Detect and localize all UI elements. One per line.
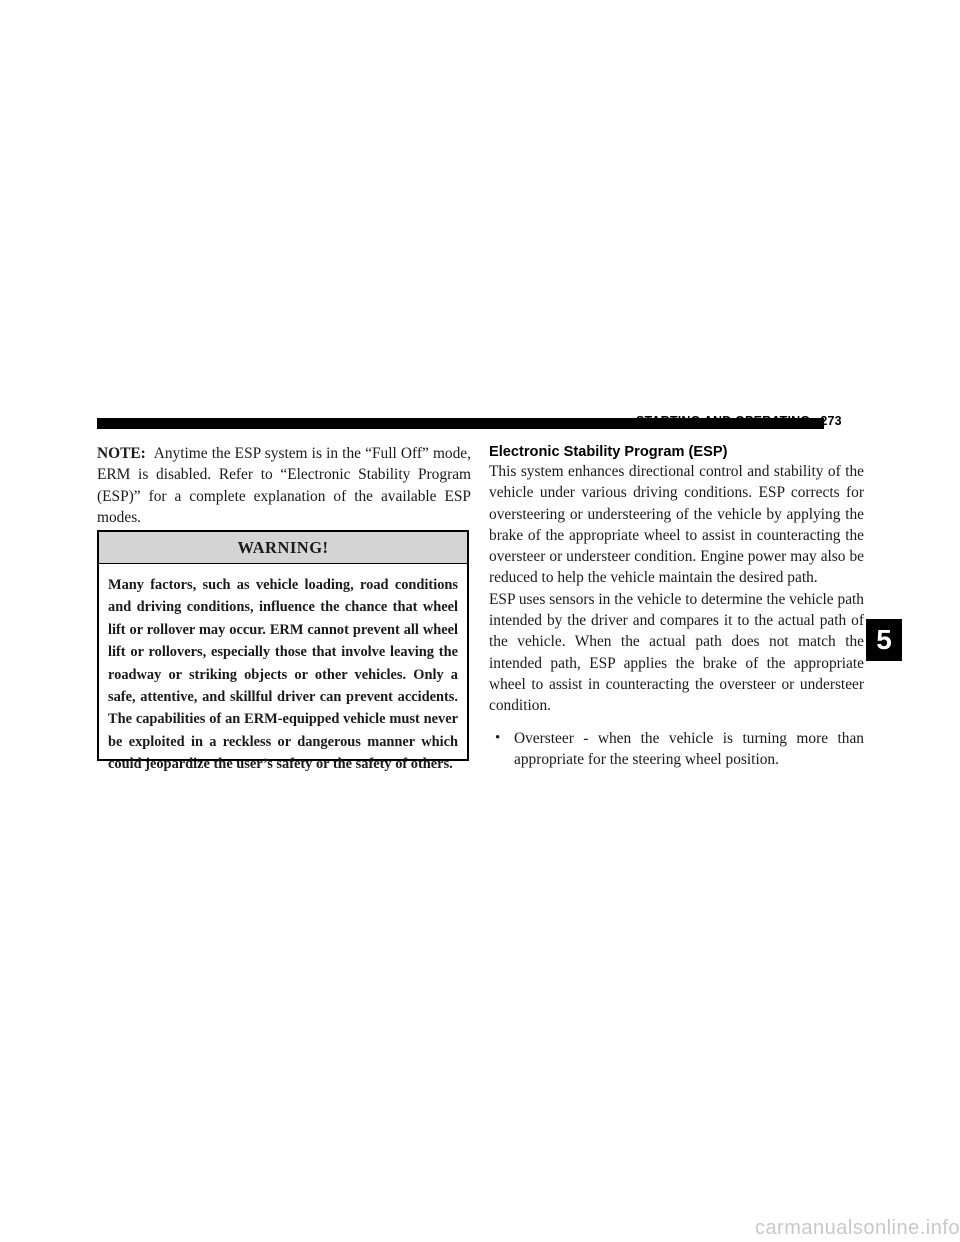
right-column [489, 443, 864, 770]
note-label: NOTE: [97, 445, 146, 462]
esp-bullet-list [489, 728, 864, 771]
watermark: carmanualsonline.info [754, 1217, 960, 1239]
left-column [97, 443, 471, 528]
esp-paragraph-2: ESP uses sensors in the vehicle to determine the vehicle path intended by the driver and compares it to the actual path of the vehicle. When the actual path does not match the intended path, ESP applies the brake of the appropriate wheel to assist in counteracting the oversteer or understeer condition. [489, 590, 864, 715]
bullet-text: Oversteer - when the vehicle is turning more than appropriate for the steering wheel position. [514, 729, 864, 768]
header-page-number: 273 [820, 414, 842, 428]
bullet-icon: • [495, 729, 501, 746]
header-section-title: STARTING AND OPERATING [636, 414, 811, 428]
note-paragraph [97, 443, 471, 528]
warning-box [97, 530, 469, 773]
section-heading: Electronic Stability Program (ESP) [489, 444, 728, 460]
running-header [636, 414, 842, 428]
chapter-tab: 5 [866, 619, 902, 661]
warning-text: Many factors, such as vehicle loading, road conditions and driving conditions, influence the chance that wheel lift or rollover may occur. ERM cannot prevent all wheel lift or rollovers, especially those that involve leaving the roadway or striking objects or other vehicles. Only a safe, attentive, and skillful driver can prevent accidents. The capabilities of an ERM-equipped vehicle must never be exploited in a reckless or dangerous manner which could jeopardize the user’s safety or the safety of others. [108, 577, 458, 773]
warning-title: WARNING! [99, 532, 467, 564]
note-text: Anytime the ESP system is in the “Full Off” mode, ERM is disabled. Refer to “Electronic Stability Program (ESP)” for a complete explanation of the available ESP modes. [97, 445, 471, 526]
list-item [489, 728, 864, 771]
esp-paragraph-1: This system enhances directional control and stability of the vehicle under various driving conditions. ESP corrects for oversteering or understeering of the vehicle by applying the brake of the appropriate wheel to assist in counteracting the oversteer or understeer condition. Engine power may also be reduced to help the vehicle maintain the desired path. [489, 463, 864, 587]
